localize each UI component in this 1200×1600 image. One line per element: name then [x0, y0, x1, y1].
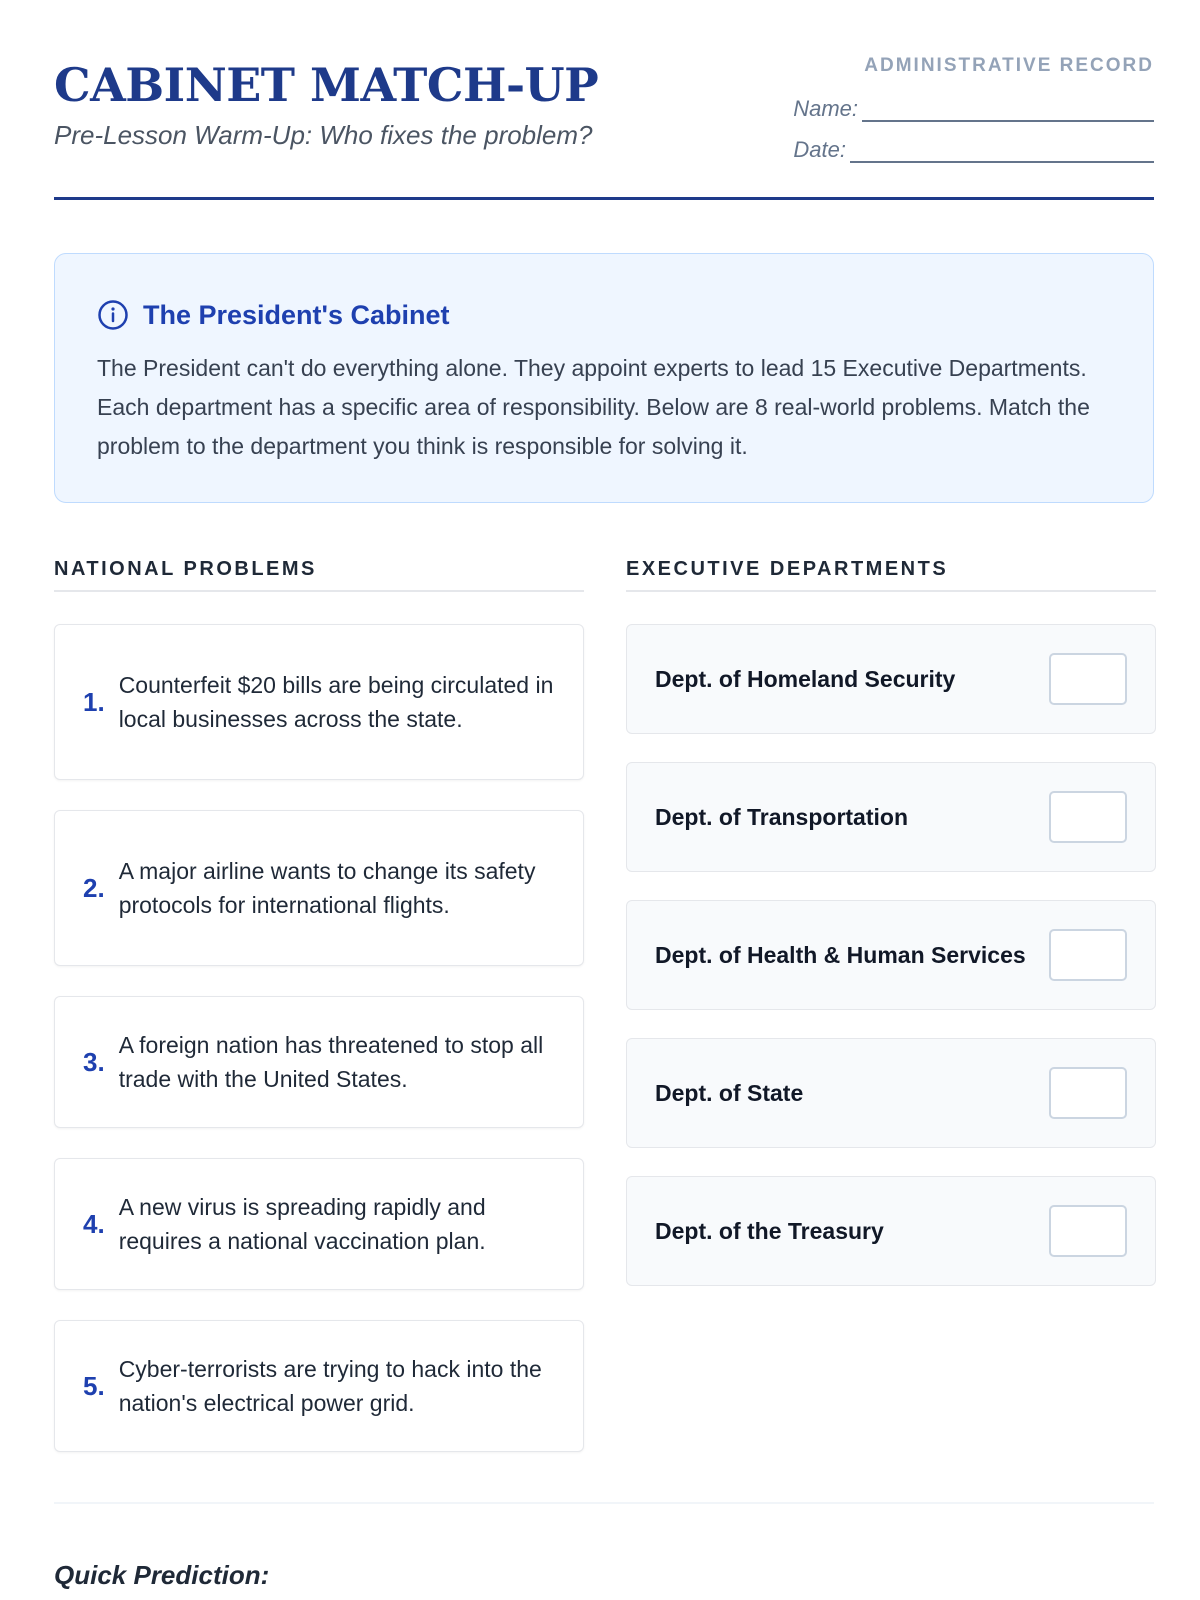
problem-card-4 [54, 1158, 584, 1290]
info-box [54, 253, 1154, 503]
problem-card-3 [54, 996, 584, 1128]
department-name: Dept. of State [655, 1079, 804, 1106]
problem-text: Cyber-terrorists are trying to hack into the nation's electrical power grid. [118, 1356, 542, 1416]
page-subtitle: Pre-Lesson Warm-Up: Who fixes the problem? [54, 120, 593, 150]
answer-box[interactable] [1049, 1067, 1127, 1119]
problem-number: 4. [83, 1208, 105, 1239]
answer-box[interactable] [1049, 1205, 1127, 1257]
problem-text: A major airline wants to change its safety protocols for international flights. [118, 858, 536, 918]
problem-number: 2. [83, 872, 105, 903]
name-blank-line[interactable] [862, 102, 1154, 122]
department-name: Dept. of Homeland Security [655, 665, 956, 692]
problem-card-5 [54, 1320, 584, 1452]
info-title [97, 299, 450, 331]
department-card-transportation [626, 762, 1156, 872]
name-field[interactable] [793, 96, 1154, 122]
problem-card-2 [54, 810, 584, 966]
worksheet-header [54, 0, 1154, 200]
department-card-state [626, 1038, 1156, 1148]
problem-number: 5. [83, 1370, 105, 1401]
answer-box[interactable] [1049, 653, 1127, 705]
departments-column-heading: EXECUTIVE DEPARTMENTS [626, 558, 1156, 592]
department-card-homeland-security [626, 624, 1156, 734]
date-blank-line[interactable] [850, 143, 1154, 163]
record-label: ADMINISTRATIVE RECORD [864, 55, 1154, 76]
department-card-health-human-services [626, 900, 1156, 1010]
answer-box[interactable] [1049, 791, 1127, 843]
problems-column-heading: NATIONAL PROBLEMS [54, 558, 584, 592]
date-label: Date: [793, 137, 846, 162]
info-title-text: The President's Cabinet [143, 299, 450, 330]
department-name: Dept. of Health & Human Services [655, 941, 1026, 968]
info-text: The President can't do everything alone. They appoint experts to lead 15 Executive Departments. Each department has a specific area of responsibility. Below are 8 real-world problems. Match the problem to the department you think is responsible for solving it. [97, 355, 1090, 459]
date-field[interactable] [793, 137, 1154, 163]
problem-number: 1. [83, 686, 105, 717]
page-title: CABINET MATCH-UP [54, 58, 599, 112]
problem-card-1 [54, 624, 584, 780]
department-name: Dept. of Transportation [655, 803, 908, 830]
department-name: Dept. of the Treasury [655, 1217, 884, 1244]
problem-text: Counterfeit $20 bills are being circulated in local businesses across the state. [118, 672, 554, 732]
problem-text: A foreign nation has threatened to stop all trade with the United States. [118, 1032, 544, 1092]
problem-text: A new virus is spreading rapidly and requires a national vaccination plan. [118, 1194, 486, 1254]
name-label: Name: [793, 96, 858, 121]
section-divider [54, 1502, 1154, 1504]
department-card-treasury [626, 1176, 1156, 1286]
answer-box[interactable] [1049, 929, 1127, 981]
info-icon [97, 299, 129, 331]
quick-prediction-label: Quick Prediction: [54, 1560, 270, 1590]
problem-number: 3. [83, 1046, 105, 1077]
